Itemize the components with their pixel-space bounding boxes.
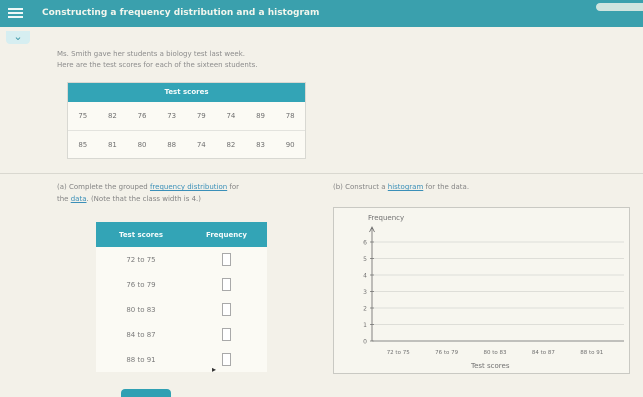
table-row	[68, 130, 305, 158]
class-label: 84 to 87	[126, 330, 156, 339]
y-tick-label: 6	[363, 239, 367, 247]
y-tick-label: 3	[363, 289, 367, 296]
top-bar	[0, 0, 643, 27]
score-cell: 80	[137, 140, 147, 149]
test-scores-table	[67, 82, 306, 159]
part-a-line2-prefix: the	[57, 195, 71, 203]
mouse-cursor-icon: ▸	[212, 365, 217, 374]
frequency-input-72-75[interactable]	[222, 253, 231, 266]
histogram-panel[interactable]	[333, 207, 630, 374]
part-b-prefix: (b) Construct a	[333, 183, 388, 191]
table-row	[96, 247, 267, 272]
part-a-prefix: (a) Complete the grouped	[57, 183, 150, 191]
y-tick-label: 2	[363, 305, 367, 313]
y-tick-label: 0	[363, 338, 367, 346]
score-cell: 78	[285, 112, 295, 120]
score-cell: 83	[256, 140, 266, 149]
col-test-scores: Test scores	[118, 230, 164, 239]
score-cell: 82	[226, 140, 236, 149]
frequency-input-80-83[interactable]	[222, 303, 231, 316]
hamburger-menu-icon[interactable]	[8, 7, 23, 19]
section-divider	[0, 173, 643, 174]
score-cell: 88	[167, 140, 177, 149]
x-tick-label: 88 to 91	[580, 350, 604, 356]
intro-line-1: Ms. Smith gave her students a biology test last week.	[57, 50, 245, 58]
score-cell: 85	[78, 140, 88, 149]
frequency-input-84-87[interactable]	[222, 328, 231, 341]
score-cell: 89	[256, 112, 266, 120]
part-a-instructions	[57, 181, 317, 205]
table-row	[96, 272, 267, 297]
score-cell: 81	[107, 140, 117, 149]
part-b-suffix: for the data.	[423, 183, 470, 191]
frequency-table-header	[96, 222, 267, 247]
part-a-line-2	[57, 193, 317, 205]
part-a-line2-suffix: . (Note that the class width is 4.)	[86, 195, 201, 203]
score-cell: 76	[137, 112, 147, 120]
frequency-distribution-link[interactable]: frequency distribution	[149, 183, 228, 191]
table-row	[96, 322, 267, 347]
y-tick-label: 1	[363, 322, 367, 329]
x-tick-label: 80 to 83	[483, 350, 507, 356]
score-cell: 75	[78, 112, 88, 120]
frequency-table	[96, 222, 267, 372]
y-tick-label: 5	[363, 256, 367, 263]
class-label: 88 to 91	[126, 355, 156, 364]
col-frequency: Frequency	[206, 230, 247, 239]
x-tick-label: 76 to 79	[435, 350, 459, 356]
top-right-tab[interactable]	[596, 3, 643, 11]
intro-line-2: Here are the test scores for each of the sixteen students.	[57, 61, 258, 69]
frequency-input-88-91[interactable]	[222, 353, 231, 366]
table-row	[68, 102, 305, 130]
problem-intro	[57, 49, 257, 71]
score-cell: 73	[167, 112, 177, 120]
histogram-link[interactable]: histogram	[387, 183, 424, 191]
score-cell: 90	[285, 140, 295, 149]
test-scores-header: Test scores	[68, 83, 305, 102]
score-cell: 82	[107, 112, 117, 120]
bottom-action-button[interactable]	[121, 389, 171, 397]
y-tick-label: 4	[363, 272, 367, 280]
class-label: 80 to 83	[126, 305, 156, 314]
score-cell: 74	[196, 140, 206, 149]
score-cell: 74	[226, 112, 236, 120]
chevron-down-icon[interactable]: ⌄	[6, 31, 30, 44]
histogram-x-axis-label: Test scores	[471, 362, 510, 370]
histogram-y-axis-label: Frequency	[368, 214, 405, 222]
frequency-input-76-79[interactable]	[222, 278, 231, 291]
class-label: 76 to 79	[126, 280, 156, 289]
part-a-suffix: for	[227, 183, 240, 191]
table-row	[96, 297, 267, 322]
page-title: Constructing a frequency distribution and a histogram	[42, 8, 320, 18]
score-cell: 79	[196, 112, 206, 120]
x-tick-label: 72 to 75	[386, 350, 410, 356]
part-b-instructions	[333, 181, 469, 193]
x-tick-label: 84 to 87	[531, 350, 555, 356]
part-a-line-1	[57, 181, 317, 193]
table-row	[96, 347, 267, 372]
data-link[interactable]: data	[70, 195, 87, 203]
class-label: 72 to 75	[126, 255, 156, 264]
histogram-graph[interactable]	[334, 208, 631, 375]
